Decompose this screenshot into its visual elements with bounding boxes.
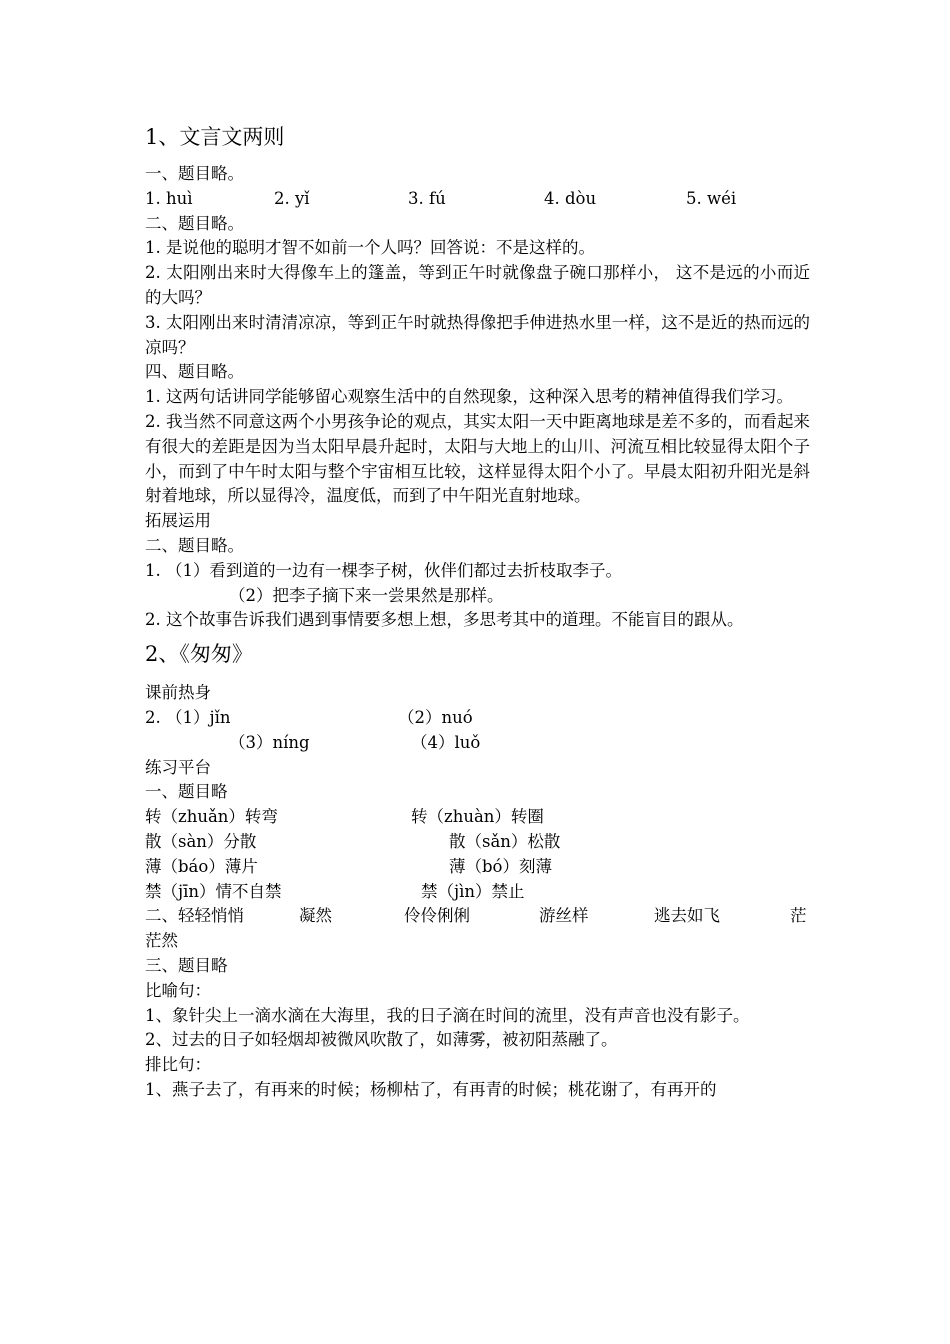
- pronunciation-item: 薄（báo）薄片: [145, 856, 258, 876]
- answer-paragraph: 2、过去的日子如轻烟却被微风吹散了，如薄雾，被初阳蒸融了。: [145, 1030, 618, 1050]
- answer-paragraph: 2. 我当然不同意这两个小男孩争论的观点，其实太阳一天中距离地球是差不多的，而看起来有很大的差距是因为当太阳早晨升起时，太阳与大地上的山川、河流互相比较显得太阳个子小，而到了中午时太阳与整个宇宙相互比较，这样显得太阳个小了。早晨太阳初升阳光是斜射着地球，所以显得冷，温度低，而到了中午阳光直射地球。: [145, 411, 810, 506]
- subsection-heading: 课前热身: [145, 683, 211, 703]
- word-item-wrap: 茫然: [145, 931, 178, 951]
- question-heading: 四、题目略。: [145, 362, 244, 382]
- answer-paragraph: 2. 太阳刚出来时大得像车上的篷盖，等到正午时就像盘子碗口那样小， 这不是远的小而近的大吗？: [145, 263, 810, 307]
- subsection-heading: 练习平台: [145, 757, 211, 777]
- pronunciation-item: 禁（jīn）情不自禁: [145, 881, 282, 901]
- pronunciation-item: 散（sǎn）松散: [449, 831, 561, 851]
- word-item: 凝然: [299, 906, 332, 926]
- pronunciation-item: 禁（jìn）禁止: [421, 881, 525, 901]
- subsection-heading: 比喻句：: [145, 980, 211, 1000]
- question-heading: 一、题目略: [145, 782, 228, 802]
- answer-item: 5. wéi: [686, 188, 737, 208]
- word-item: 二、轻轻悄悄: [145, 906, 244, 926]
- word-item: 茫: [790, 906, 807, 926]
- word-item: 游丝样: [539, 906, 589, 926]
- answer-item: 4. dòu: [544, 188, 597, 208]
- pinyin-answers-row: [145, 187, 810, 212]
- answer-paragraph: 1. 这两句话讲同学能够留心观察生活中的自然现象，这种深入思考的精神值得我们学习。: [145, 387, 793, 407]
- document-page: [145, 118, 810, 1103]
- answer-item: （4）luǒ: [411, 732, 481, 752]
- subsection-heading: 排比句：: [145, 1055, 211, 1075]
- answer-paragraph: 3. 太阳刚出来时清清凉凉，等到正午时就热得像把手伸进热水里一样，这不是近的热而远的凉吗？: [145, 312, 810, 357]
- question-heading: 一、题目略。: [145, 164, 244, 183]
- answer-item: 2. yǐ: [274, 188, 310, 208]
- answer-line: 1. （1）看到道的一边有一棵李子树，伙伴们都过去折枝取李子。: [145, 560, 622, 580]
- pronunciation-pair: [145, 855, 810, 880]
- answer-paragraph: 1、象针尖上一滴水滴在大海里，我的日子滴在时间的流里，没有声音也没有影子。: [145, 1005, 750, 1025]
- word-item: 伶伶俐俐: [404, 906, 470, 926]
- answer-item: （2）nuó: [398, 707, 473, 727]
- word-item: 逃去如飞: [654, 906, 720, 926]
- answer-item: （3）níng: [229, 732, 310, 752]
- warmup-row: [145, 731, 810, 756]
- answer-item: 2. （1）jǐn: [145, 707, 231, 727]
- warmup-row: [145, 706, 810, 731]
- pronunciation-pair: [145, 805, 810, 830]
- pronunciation-item: 散（sàn）分散: [145, 831, 257, 851]
- answer-item: 3. fú: [408, 188, 446, 208]
- answer-item: 1. huì: [145, 188, 193, 208]
- pronunciation-item: 薄（bó）刻薄: [449, 856, 552, 876]
- pronunciation-item: 转（zhuàn）转圈: [411, 807, 544, 827]
- answer-line: （2）把李子摘下来一尝果然是那样。: [229, 585, 504, 605]
- question-heading: 二、题目略。: [145, 213, 244, 233]
- answer-paragraph: 1. 是说他的聪明才智不如前一个人吗？回答说：不是这样的。: [145, 238, 595, 258]
- question-heading: 三、题目略: [145, 955, 228, 975]
- pronunciation-pair: [145, 830, 810, 855]
- question-heading: 二、题目略。: [145, 535, 244, 555]
- pronunciation-pair: [145, 880, 810, 905]
- section-title: 1、文言文两则: [145, 125, 285, 149]
- answer-line: 1、燕子去了，有再来的时候；杨柳枯了，有再青的时候；桃花谢了，有再开的: [145, 1079, 717, 1099]
- word-list-row: [145, 904, 810, 929]
- subsection-heading: 拓展运用: [145, 511, 211, 531]
- section-title: 2、《匆匆》: [145, 642, 253, 667]
- pronunciation-item: 转（zhuǎn）转弯: [145, 807, 278, 827]
- answer-paragraph: 2. 这个故事告诉我们遇到事情要多想上想，多思考其中的道理。不能盲目的跟从。: [145, 610, 744, 630]
